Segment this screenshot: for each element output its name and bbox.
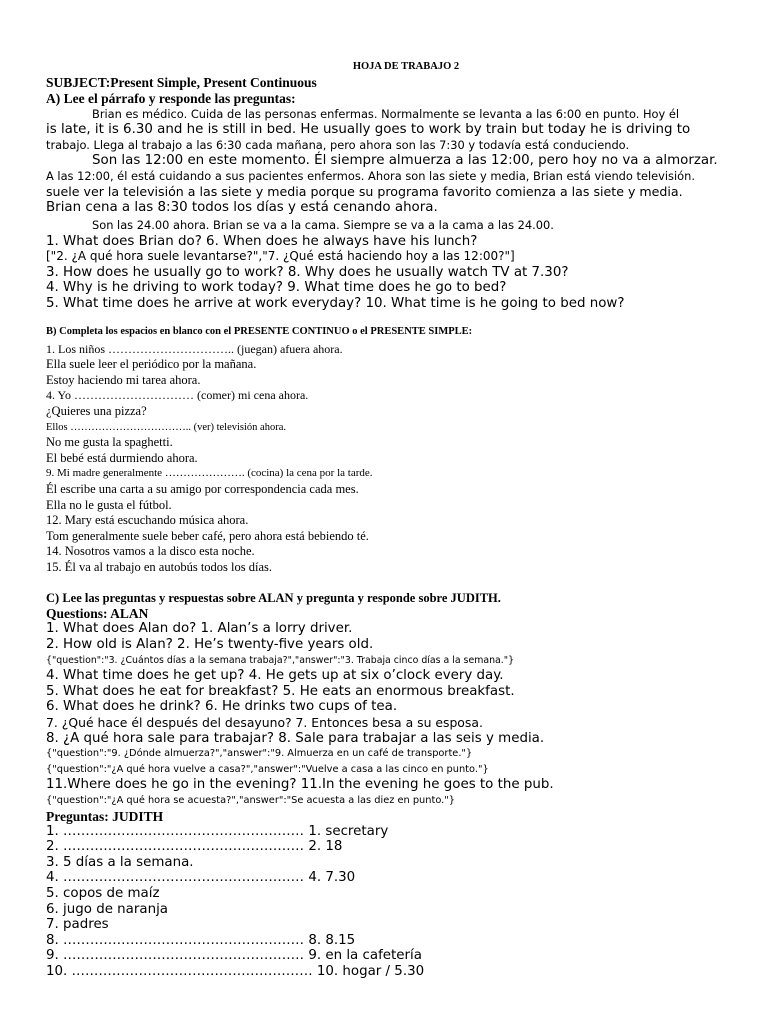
subject-line: SUBJECT:Present Simple, Present Continuous <box>46 75 317 90</box>
qa-line: 4. What time does he get up? 4. He gets up at six o’clock every day. <box>46 668 504 684</box>
qa-line: 8. ……………………………………………… 8. 8.15 <box>46 932 356 948</box>
exercise-item: 12. Mary está escuchando música ahora. <box>46 513 249 528</box>
question-line: 1. What does Brian do? 6. When does he always have his lunch? <box>46 233 478 249</box>
exercise-item: Ellos …………………………….. (ver) televisión ahora. <box>46 421 287 433</box>
paragraph-line: Son las 24.00 ahora. Brian se va a la cama. Siempre se va a la cama a las 24.00. <box>92 217 554 232</box>
exercise-item: El bebé está durmiendo ahora. <box>46 450 198 465</box>
qa-line: 7. padres <box>46 917 109 933</box>
judith-heading: Preguntas: JUDITH <box>46 808 164 824</box>
exercise-item: Ella no le gusta el fútbol. <box>46 497 172 512</box>
qa-line: {"question":"3. ¿Cuántos días a la semana trabaja?","answer":"3. Trabaja cinco días a la semana."} <box>46 654 515 666</box>
qa-line: 3. 5 días a la semana. <box>46 854 194 870</box>
alan-heading: Questions: ALAN <box>46 606 149 622</box>
paragraph-line: suele ver la televisión a las siete y media porque su programa favorito comienza a las siete y media. <box>46 184 683 200</box>
question-line: ["2. ¿A qué hora suele levantarse?","7. ¿Qué está haciendo hoy a las 12:00?"] <box>46 249 515 264</box>
alan-list <box>46 621 746 808</box>
exercise-item: Estoy haciendo mi tarea ahora. <box>46 372 201 387</box>
judith-list <box>46 824 746 980</box>
paragraph-line: Brian es médico. Cuida de las personas enfermas. Normalmente se levanta a las 6:00 en punto. Hoy él <box>92 107 680 121</box>
qa-line: 1. ……………………………………………… 1. secretary <box>46 823 389 839</box>
qa-line: 10. ……………………………………………… 10. hogar / 5.30 <box>46 963 425 979</box>
paragraph-line: trabajo. Llega al trabajo a las 6:30 cada mañana, pero ahora son las 7:30 y todavía está conduciendo. <box>46 138 630 152</box>
section-b-list <box>46 342 746 576</box>
question-line: 5. What time does he arrive at work everyday? 10. What time is he going to bed now? <box>46 295 625 311</box>
section-a-paragraph-3 <box>46 216 746 234</box>
section-b-heading: B) Completa los espacios en blanco con el PRESENTE CONTINUO o el PRESENTE SIMPLE: <box>46 325 473 337</box>
qa-line: 8. ¿A qué hora sale para trabajar? 8. Sale para trabajar a las seis y media. <box>46 730 545 746</box>
qa-line: 6. jugo de naranja <box>46 901 168 917</box>
qa-line: {"question":"¿A qué hora se acuesta?","answer":"Se acuesta a las diez en punto."} <box>46 795 455 806</box>
section-a-heading: A) Lee el párrafo y responde las preguntas: <box>46 91 296 106</box>
exercise-item: 9. Mi madre generalmente …………………. (cocina) la cena por la tarde. <box>46 467 373 480</box>
qa-line: 1. What does Alan do? 1. Alan’s a lorry driver. <box>46 621 353 637</box>
qa-line: 7. ¿Qué hace él después del desayuno? 7. Entonces besa a su esposa. <box>46 715 483 731</box>
exercise-item: Tom generalmente suele beber café, pero ahora está bebiendo té. <box>46 528 369 543</box>
qa-line: 6. What does he drink? 6. He drinks two cups of tea. <box>46 699 398 715</box>
exercise-item: 1. Los niños ………………………….. (juegan) afuera ahora. <box>46 341 343 356</box>
qa-line: 11.Where does he go in the evening? 11.In the evening he goes to the pub. <box>46 777 554 793</box>
question-line: 4. Why is he driving to work today? 9. What time does he go to bed? <box>46 280 507 296</box>
exercise-item: Ella suele leer el periódico por la mañana. <box>46 357 257 372</box>
paragraph-line: Brian cena a las 8:30 todos los días y está cenando ahora. <box>46 200 438 215</box>
qa-line: 5. copos de maíz <box>46 885 160 901</box>
exercise-item: No me gusta la spaghetti. <box>46 435 173 450</box>
qa-line: 4. ……………………………………………… 4. 7.30 <box>46 870 356 886</box>
section-a-questions <box>46 234 746 312</box>
paragraph-line: A las 12:00, él está cuidando a sus pacientes enfermos. Ahora son las siete y media, Brian está viendo televisión. <box>46 169 695 183</box>
qa-line: {"question":"9. ¿Dónde almuerza?","answer":"9. Almuerza en un café de transporte."} <box>46 748 473 760</box>
exercise-item: 14. Nosotros vamos a la disco esta noche. <box>46 544 255 559</box>
exercise-item: ¿Quieres una pizza? <box>46 403 147 418</box>
question-line: 3. How does he usually go to work? 8. Why does he usually watch TV at 7.30? <box>46 264 569 280</box>
exercise-item: 15. Él va al trabajo en autobús todos los días. <box>46 559 273 574</box>
section-a-paragraph-1 <box>46 107 746 153</box>
qa-line: 9. ……………………………………………… 9. en la cafetería <box>46 948 422 964</box>
worksheet-title: HOJA DE TRABAJO 2 <box>352 61 460 72</box>
exercise-item: 4. Yo ………………………… (comer) mi cena ahora. <box>46 388 309 403</box>
qa-line: {"question":"¿A qué hora vuelve a casa?","answer":"Vuelve a casa a las cinco en punto."} <box>46 763 489 775</box>
qa-line: 2. ……………………………………………… 2. 18 <box>46 839 343 855</box>
paragraph-line: is late, it is 6.30 and he is still in bed. He usually goes to work by train but today he is driving to <box>46 122 691 138</box>
qa-line: 5. What does he eat for breakfast? 5. He eats an enormous breakfast. <box>46 683 515 699</box>
section-a-paragraph-2 <box>46 153 746 215</box>
exercise-item: Él escribe una carta a su amigo por correspondencia cada mes. <box>46 481 359 496</box>
section-c-heading: C) Lee las preguntas y respuestas sobre ALAN y pregunta y responde sobre JUDITH. <box>46 591 501 606</box>
qa-line: 2. How old is Alan? 2. He’s twenty-five years old. <box>46 637 374 653</box>
paragraph-line: Son las 12:00 en este momento. Él siempre almuerza a las 12:00, pero hoy no va a almorzar. <box>92 153 718 169</box>
